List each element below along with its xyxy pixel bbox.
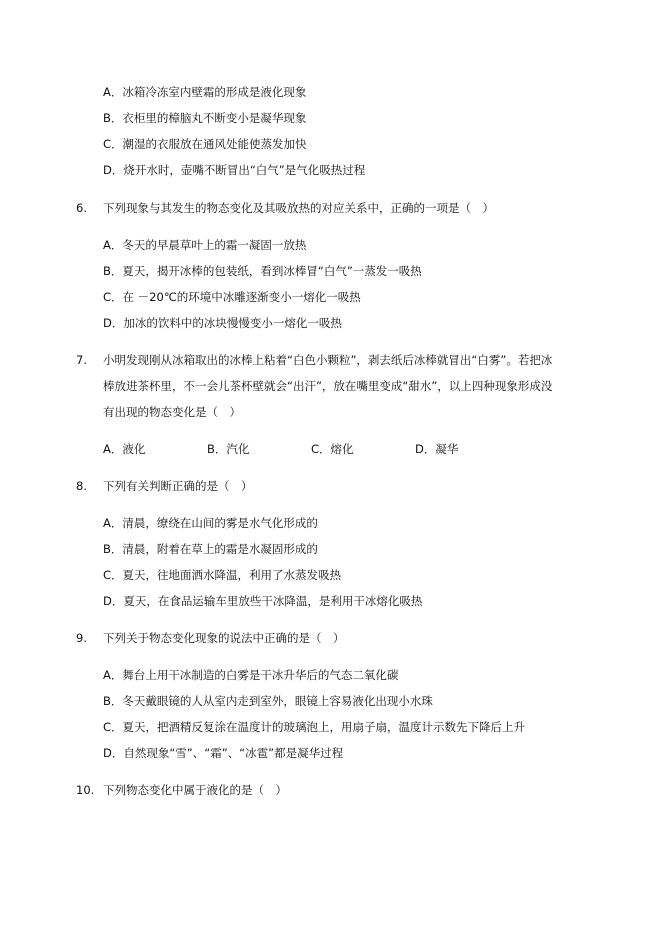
option-d: D．加冰的饮料中的冰块慢慢变小一熔化一吸热 [103,316,342,330]
option-b: B．清晨，附着在草上的霜是水凝固形成的 [103,542,318,556]
question-text: 下列关于物态变化现象的说法中正确的是（ ） [103,631,345,645]
option-d: D．烧开水时，壶嘴不断冒出“白气”是气化吸热过程 [103,163,366,177]
question-9 [76,630,345,646]
question-number: 10. [76,783,95,797]
option-a: A．舞台上用干冰制造的白雾是干冰升华后的气态二氧化碳 [103,668,399,682]
question-number: 9. [76,631,87,645]
option-d: D．自然现象“雪”、“霜”、“冰雹”都是凝华过程 [103,746,344,760]
question-number: 6. [76,201,87,215]
option-b: B．冬天戴眼镜的人从室内走到室外，眼镜上容易液化出现小水珠 [103,694,433,708]
question-number: 8. [76,479,87,493]
option-c: C．在 －20℃的环境中冰雕逐渐变小一熔化一吸热 [103,290,361,304]
option-a: A．清晨，缭绕在山间的雾是水气化形成的 [103,516,318,530]
option-row [103,441,553,457]
option-c: C．潮湿的衣服放在通风处能使蒸发加快 [103,137,307,151]
option-c: C．夏天，往地面洒水降温，利用了水蒸发吸热 [103,568,342,582]
question-text-line-3: 有出现的物态变化是（ ） [103,405,241,419]
question-7 [76,352,552,368]
option-b: B．夏天，揭开冰棒的包装纸，看到冰棒冒“白气”一蒸发一吸热 [103,264,422,278]
option-c: C．夏天，把酒精反复涂在温度计的玻璃泡上，用扇子扇，温度计示数先下降后上升 [103,720,526,734]
question-text-line-2: 棒放进茶杯里，不一会儿茶杯壁就会“出汗”，放在嘴里变成“甜水”，以上四种现象形成没 [103,379,553,393]
option-a: A．冰箱冷冻室内壁霜的形成是液化现象 [103,85,307,99]
question-text: 下列物态变化中属于液化的是（ ） [103,783,287,797]
option-d: D．凝华 [415,442,459,456]
option-d: D．夏天，在食品运输车里放些干冰降温，是利用干冰熔化吸热 [103,594,423,608]
question-8 [76,478,253,494]
option-b: B．衣柜里的樟脑丸不断变小是凝华现象 [103,111,307,125]
question-text: 下列现象与其发生的物态变化及其吸放热的对应关系中，正确的一项是（ ） [103,201,494,215]
question-text-line-1: 小明发现刚从冰箱取出的冰棒上粘着“白色小颗粒”，剥去纸后冰棒就冒出“白雾”。若把冰 [103,353,553,367]
question-10 [76,782,287,798]
question-text: 下列有关判断正确的是（ ） [103,479,253,493]
question-6 [76,200,494,216]
option-b: B．汽化 [207,442,250,456]
option-c: C．熔化 [311,442,354,456]
option-a: A．液化 [103,442,146,456]
question-number: 7. [76,353,87,367]
option-a: A．冬天的早晨草叶上的霜一凝固一放热 [103,238,307,252]
